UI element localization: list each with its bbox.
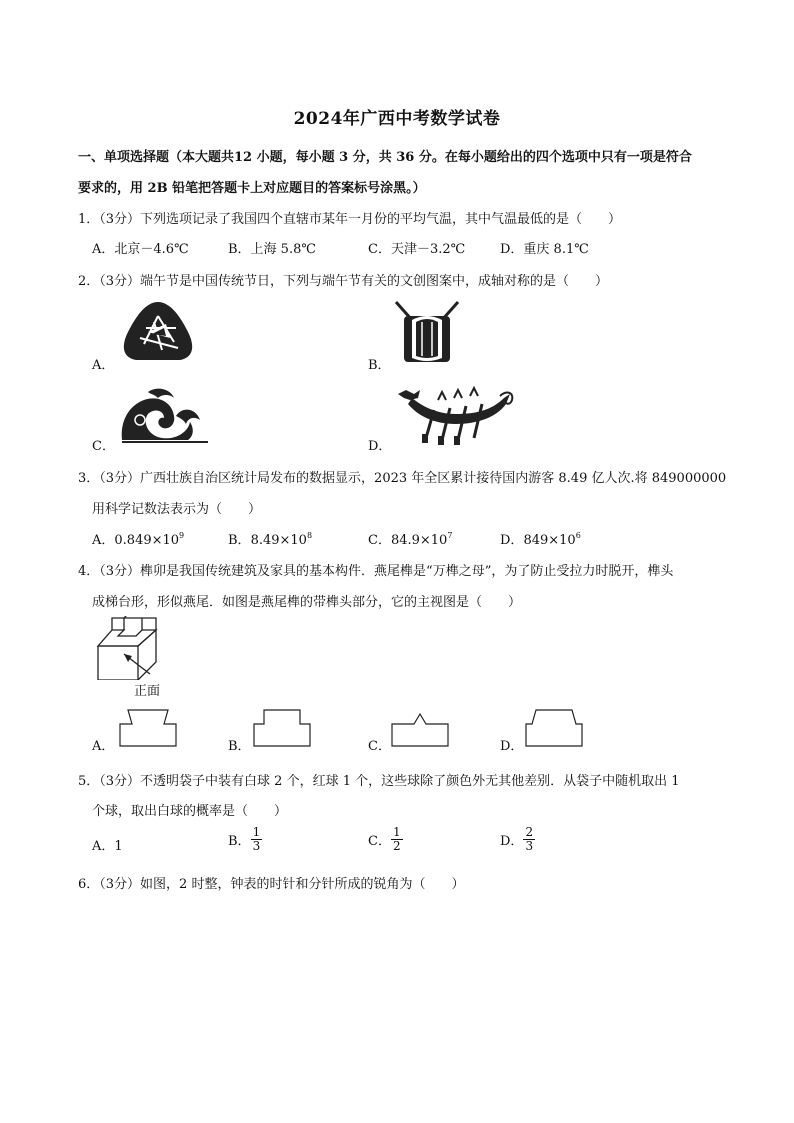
- q3-stem-line1: 3．（3分）广西壮族自治区统计局发布的数据显示，2023 年全区累计接待国内游客 8.49 亿人次.将 849000000: [78, 471, 727, 486]
- q3-stem-line2: 用科学记数法表示为（ ）: [92, 502, 262, 517]
- q1-option-d[interactable]: D．重庆 8.1℃: [500, 242, 589, 257]
- zongzi-icon: [118, 298, 198, 364]
- drum-icon: [392, 298, 462, 368]
- q3-option-a[interactable]: A．$0.849\times 10^9$: [92, 531, 185, 548]
- fraction: $\frac{1}{3}$: [252, 825, 261, 853]
- q4-stem-line1: 4．（3分）榫卯是我国传统建筑及家具的基本构件．燕尾榫是“万榫之母”，为了防止受拉力时脱开，榫头: [78, 564, 674, 579]
- q5-option-a[interactable]: A．1: [92, 839, 123, 854]
- q1-option-a[interactable]: A．北京－4.6℃: [92, 242, 189, 257]
- dovetail-tenon-figure: [90, 616, 170, 680]
- q1-option-b[interactable]: B．上海 5.8℃: [228, 242, 316, 257]
- section-heading-line1: 一、单项选择题（本大题共12 小题，每小题 3 分，共 36 分。在每小题给出的四个选项中只有一项是符合: [78, 150, 692, 165]
- section-heading-line2: 要求的，用 2B 铅笔把答题卡上对应题目的答案标号涂黑。）: [78, 181, 426, 196]
- q3-option-b[interactable]: B．$8.49\times 10^8$: [228, 531, 313, 548]
- q2-option-c-label[interactable]: C．: [92, 439, 115, 454]
- q4-option-d-label[interactable]: D．: [500, 739, 524, 754]
- fraction: $\frac{1}{2}$: [392, 825, 401, 853]
- q3-option-d[interactable]: D．$849\times 10^6$: [500, 531, 581, 548]
- q1-stem: 1．（3分）下列选项记录了我国四个直辖市某年一月份的平均气温，其中气温最低的是（ ）: [78, 212, 622, 227]
- q5-stem-line2: 个球，取出白球的概率是（ ）: [92, 804, 288, 819]
- q6-stem: 6．（3分）如图，2 时整，钟表的时针和分针所成的锐角为（ ）: [78, 877, 465, 892]
- q4-option-a-label[interactable]: A．: [92, 739, 115, 754]
- q4-option-c-shape: [390, 708, 452, 748]
- q2-option-b-label[interactable]: B．: [368, 358, 391, 373]
- q4-option-b-label[interactable]: B．: [228, 739, 251, 754]
- q4-figure-label: 正面: [134, 684, 161, 699]
- q5-option-b[interactable]: B． $\frac{1}{3}$: [228, 825, 261, 853]
- q2-stem: 2．（3分）端午节是中国传统节日，下列与端午节有关的文创图案中，成轴对称的是（ ）: [78, 274, 609, 289]
- q2-option-a-label[interactable]: A．: [92, 358, 115, 373]
- q4-option-d-shape: [524, 708, 586, 748]
- waves-icon: [118, 386, 210, 444]
- q4-option-a-shape: [118, 708, 180, 748]
- q4-option-c-label[interactable]: C．: [368, 739, 391, 754]
- q4-option-b-shape: [252, 708, 314, 748]
- q5-stem-line1: 5．（3分）不透明袋子中装有白球 2 个，红球 1 个，这些球除了颜色外无其他差别．从袋子中随机取出 1: [78, 774, 680, 789]
- dragon-boat-icon: [392, 384, 518, 446]
- q3-option-c[interactable]: C．$84.9\times 10^7$: [368, 531, 453, 548]
- q5-option-d[interactable]: D． $\frac{2}{3}$: [500, 825, 534, 853]
- q1-option-c[interactable]: C．天津－3.2℃: [368, 242, 466, 257]
- q4-stem-line2: 成梯台形，形似燕尾．如图是燕尾榫的带榫头部分，它的主视图是（ ）: [92, 595, 522, 610]
- fraction: $\frac{2}{3}$: [525, 825, 534, 853]
- page-title: 2024年广西中考数学试卷: [293, 109, 501, 129]
- q5-option-c[interactable]: C． $\frac{1}{2}$: [368, 825, 401, 853]
- q2-option-d-label[interactable]: D．: [368, 439, 392, 454]
